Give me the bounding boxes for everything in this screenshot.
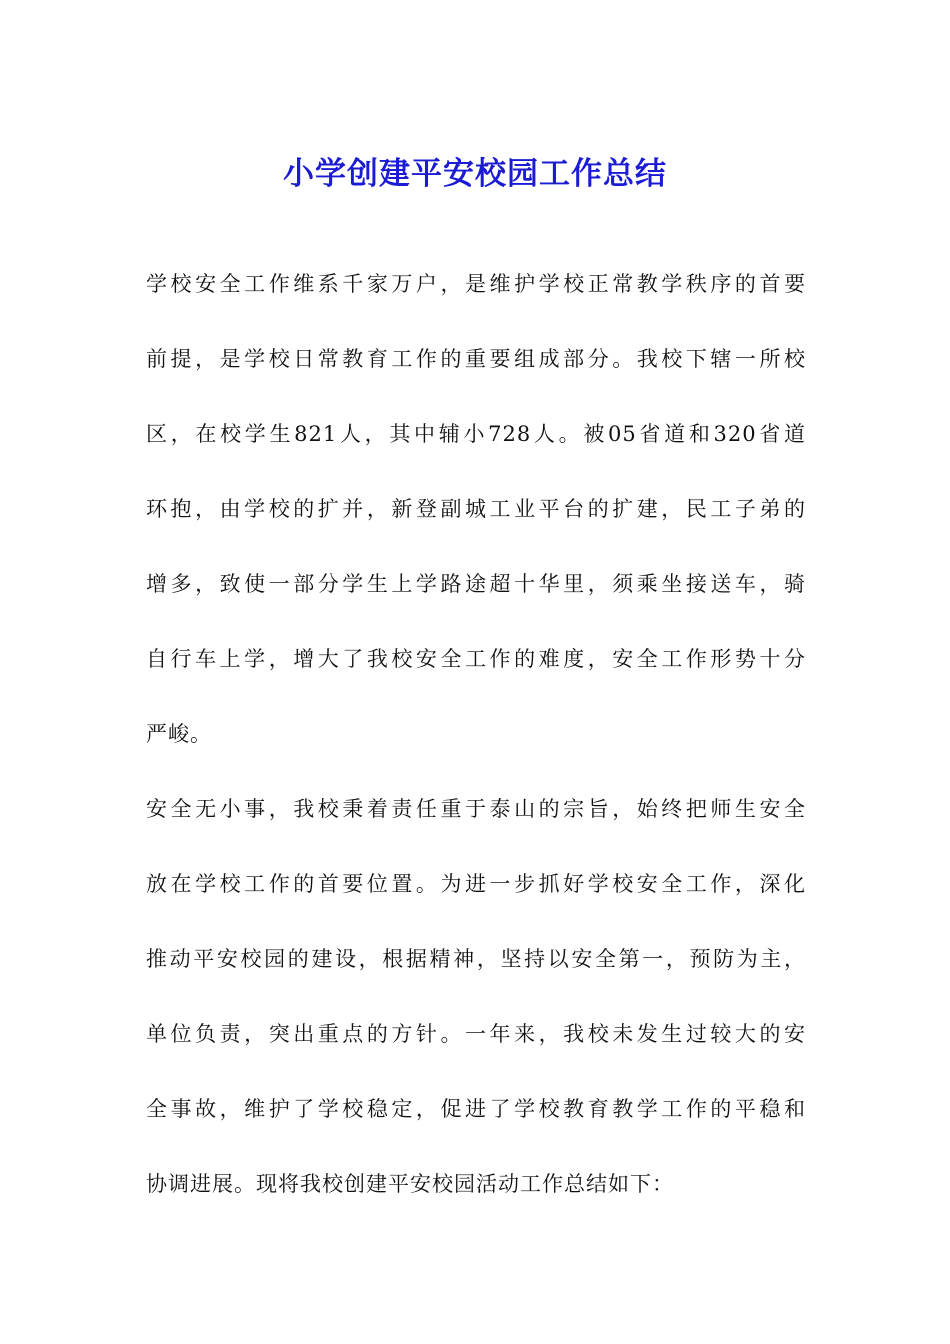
text-line: 前提，是学校日常教育工作的重要组成部分。我校下辖一所校 (146, 347, 806, 371)
text-line: 协调进展。现将我校创建平安校园活动工作总结如下： (146, 1172, 674, 1196)
text-line: 学校安全工作维系千家万户，是维护学校正常教学秩序的首要 (146, 272, 806, 296)
paragraph-2 (146, 786, 806, 1236)
text-line: 推动平安校园的建设，根据精神，坚持以安全第一，预防为主， (146, 947, 806, 971)
text-line: 区，在校学生821人，其中辅小728人。被05省道和320省道 (146, 422, 806, 446)
document-title: 小学创建平安校园工作总结 (283, 155, 667, 192)
text-line: 放在学校工作的首要位置。为进一步抓好学校安全工作，深化 (146, 872, 806, 896)
text-line: 单位负责，突出重点的方针。一年来，我校未发生过较大的安 (146, 1022, 806, 1046)
text-line: 自行车上学，增大了我校安全工作的难度，安全工作形势十分 (146, 647, 806, 671)
paragraph-1 (146, 261, 806, 786)
text-line: 安全无小事，我校秉着责任重于泰山的宗旨，始终把师生安全 (146, 797, 806, 821)
text-line: 严峻。 (146, 722, 212, 746)
text-line: 增多，致使一部分学生上学路途超十华里，须乘坐接送车，骑 (146, 572, 806, 596)
text-line: 全事故，维护了学校稳定，促进了学校教育教学工作的平稳和 (146, 1097, 806, 1121)
text-line: 环抱，由学校的扩并，新登副城工业平台的扩建，民工子弟的 (146, 497, 806, 521)
document-body (146, 261, 806, 1236)
